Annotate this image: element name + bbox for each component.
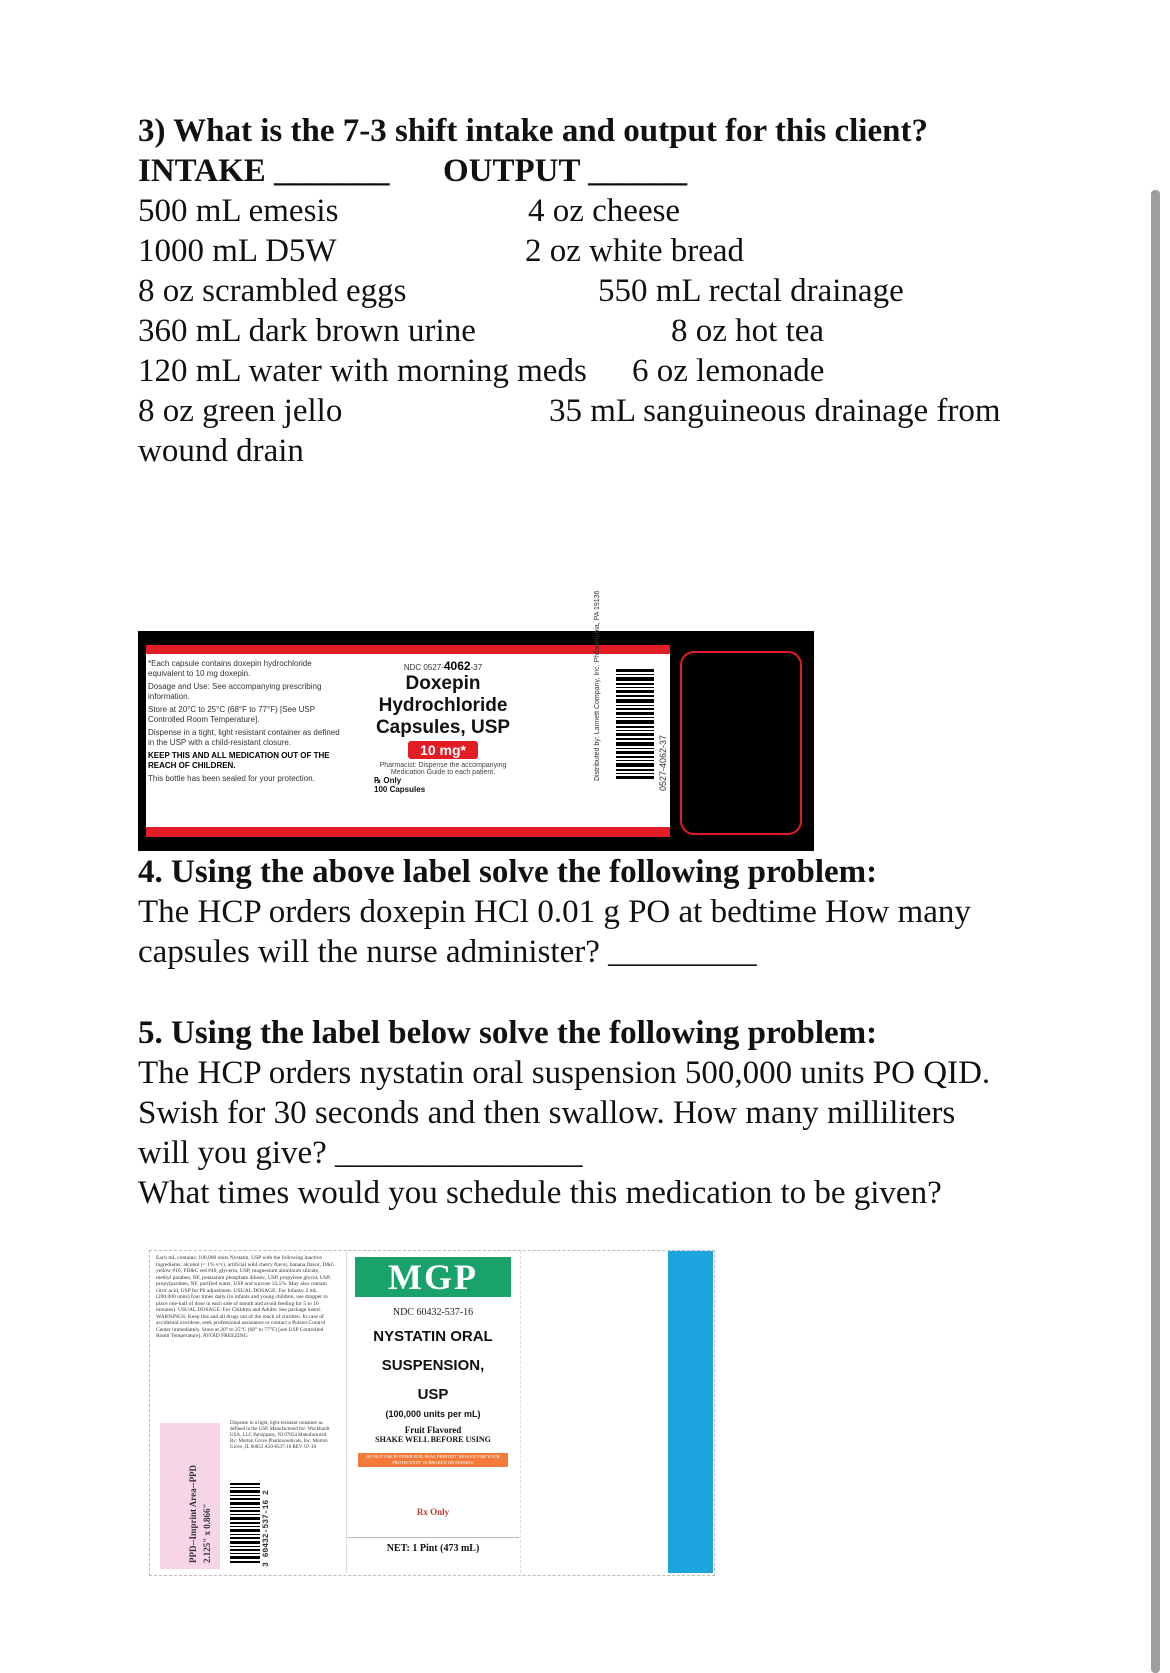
- ndc-number: NDC 0527-4062-37: [403, 659, 483, 673]
- mgp-logo: MGP: [355, 1257, 511, 1297]
- net-volume: NET: 1 Pint (473 mL): [347, 1537, 519, 1554]
- list-item: 8 oz green jello: [138, 393, 343, 429]
- label-code: 0871957A: [531, 801, 568, 810]
- q5-line: What times would you schedule this medication to be given?: [138, 1175, 942, 1211]
- q5-line: will you give? _______________: [138, 1135, 583, 1171]
- list-item: 550 mL rectal drainage: [598, 273, 904, 309]
- list-item: 4 oz cheese: [528, 193, 681, 229]
- list-item: 8 oz hot tea: [671, 313, 825, 349]
- dose-badge: 10 mg*: [408, 741, 478, 759]
- q4-line: The HCP orders doxepin HCl 0.01 g PO at bedtime How many: [138, 894, 971, 930]
- label-divider: [520, 1251, 522, 1573]
- list-item: 500 mL emesis: [138, 193, 339, 229]
- ndc-number: NDC 60432-537-16: [392, 1307, 474, 1318]
- shake-instruction: SHAKE WELL BEFORE USING: [375, 1435, 491, 1444]
- capsule-count: 100 Capsules: [374, 785, 426, 794]
- drug-name: Doxepin: [405, 673, 481, 694]
- label-text: Dosage and Use: See accompanying prescribing information.: [148, 682, 322, 701]
- flavor: Fruit Flavored: [404, 1425, 462, 1435]
- q5-title: 5. Using the label below solve the following problem:: [138, 1015, 878, 1051]
- label-rev: Rev. 08/19: [583, 801, 622, 810]
- manufacturer-text: Dispense in a tight, light-resistant container as defined in the USP. Manufactured for: Wockhardt USA, LLC Parsippany, NJ 07054 Manufactured By: Morton Grove Pharmaceuticals, Inc. Morton Grove, IL 60053 A50-8537-16 REV. 07-18: [230, 1421, 330, 1450]
- label-blue-tab: [668, 1251, 713, 1573]
- intake-label: INTAKE _______: [138, 153, 390, 189]
- scrollbar[interactable]: [1151, 190, 1160, 1673]
- drug-name: Capsules, USP: [375, 717, 511, 738]
- drug-name: SUSPENSION,: [381, 1357, 485, 1374]
- list-item: wound drain: [138, 433, 304, 469]
- imprint-text: PPD--Imprint Area--PPD: [188, 1464, 198, 1563]
- barcode-number: 3 60432-537-16 2: [262, 1490, 271, 1567]
- label-warning: KEEP THIS AND ALL MEDICATION OUT OF THE REACH OF CHILDREN.: [148, 751, 330, 770]
- q3-title: 3) What is the 7-3 shift intake and output for this client?: [138, 113, 928, 149]
- q5-line: The HCP orders nystatin oral suspension 500,000 units PO QID.: [138, 1055, 991, 1091]
- company-vertical: Distributed by: Lannett Company, Inc. Philadelphia, PA 19136: [594, 590, 601, 781]
- list-item: 1000 mL D5W: [138, 233, 337, 269]
- list-item: 360 mL dark brown urine: [138, 313, 476, 349]
- brand-logo: Lannett: [455, 797, 502, 812]
- imprint-size: 2.125" x 0.866": [202, 1503, 212, 1563]
- label-text: *Each capsule contains doxepin hydrochloride equivalent to 10 mg doxepin.: [148, 659, 312, 678]
- list-item: 2 oz white bread: [525, 233, 744, 269]
- drug-name: Hydrochloride: [378, 695, 508, 716]
- q4-title: 4. Using the above label solve the following problem:: [138, 854, 878, 890]
- label-text: This bottle has been sealed for your protection.: [148, 774, 315, 783]
- rx-only: Rx Only: [416, 1507, 450, 1517]
- nystatin-info-text: Each mL contains: 100,000 units Nystatin, USP with the following inactive ingredients: alcohol (< 1% v/v), artificial wild cherry flavor, banana flavor, D&C yellow #10, FD&C red #40, glycerin, USP, magnesium aluminum silicate, methyl paraben, NF, potassium phosphate dibasic, USP, propylene glycol, USP, propylparaben, NF, purified water, USP and sucrose 33.5%. May also contain citric acid, USP for Ph adjustment. USUAL DOSAGE: For Infants: 2 mL (200,000 units) four times daily (in infants and young children, use dropper to place one-half of dose in each side of mouth and avoid feeding for 5 to 10 minutes). USUAL DOSAGE: For Children and Adults: See package insert. WARNINGS: Keep this and all drugs out of the reach of children. In case of accidental overdose, seek professional assistance or contact a Poison Control Center immediately. Store at 20° to 25°C (68° to 77°F) [see USP Controlled Room Temperature]. AVOID FREEZING: [156, 1255, 335, 1339]
- output-label: OUTPUT ______: [443, 153, 688, 189]
- q4-line: capsules will the nurse administer? _________: [138, 934, 757, 970]
- list-item: 6 oz lemonade: [632, 353, 825, 389]
- nystatin-label: [149, 1250, 715, 1576]
- list-item: 8 oz scrambled eggs: [138, 273, 407, 309]
- doxepin-label: [138, 590, 814, 851]
- concentration: (100,000 units per mL): [385, 1409, 481, 1419]
- ndc-vertical: 0527-4062-37: [658, 734, 668, 791]
- nystatin-main-panel: [346, 1251, 519, 1573]
- pharmacist-note: Pharmacist: Dispense the accompanying Medication Guide to each patient.: [379, 762, 507, 776]
- rx-only: ℞ Only: [374, 776, 402, 785]
- label-text: Dispense in a tight, light resistant container as defined in the USP with a child-resistant closure.: [148, 728, 340, 747]
- drug-name: NYSTATIN ORAL: [373, 1328, 493, 1345]
- label-tab: [680, 651, 802, 835]
- list-item: 35 mL sanguineous drainage from: [549, 393, 1001, 429]
- doxepin-info-text: [148, 659, 348, 784]
- drug-name: USP: [417, 1386, 449, 1403]
- seal-warning: DO NOT USE IF INNER FOIL SEAL PRINTED "SEALED FOR YOUR PROTECTION" IS BROKEN OR MISSING: [358, 1453, 508, 1467]
- label-text: Store at 20°C to 25°C (68°F to 77°F) [See USP Controlled Room Temperature].: [148, 705, 315, 724]
- doxepin-main-panel: [368, 659, 518, 794]
- q5-line: Swish for 30 seconds and then swallow. How many milliliters: [138, 1095, 956, 1131]
- list-item: 120 mL water with morning meds: [138, 353, 587, 389]
- barcode: [230, 1483, 260, 1563]
- barcode: [616, 669, 654, 781]
